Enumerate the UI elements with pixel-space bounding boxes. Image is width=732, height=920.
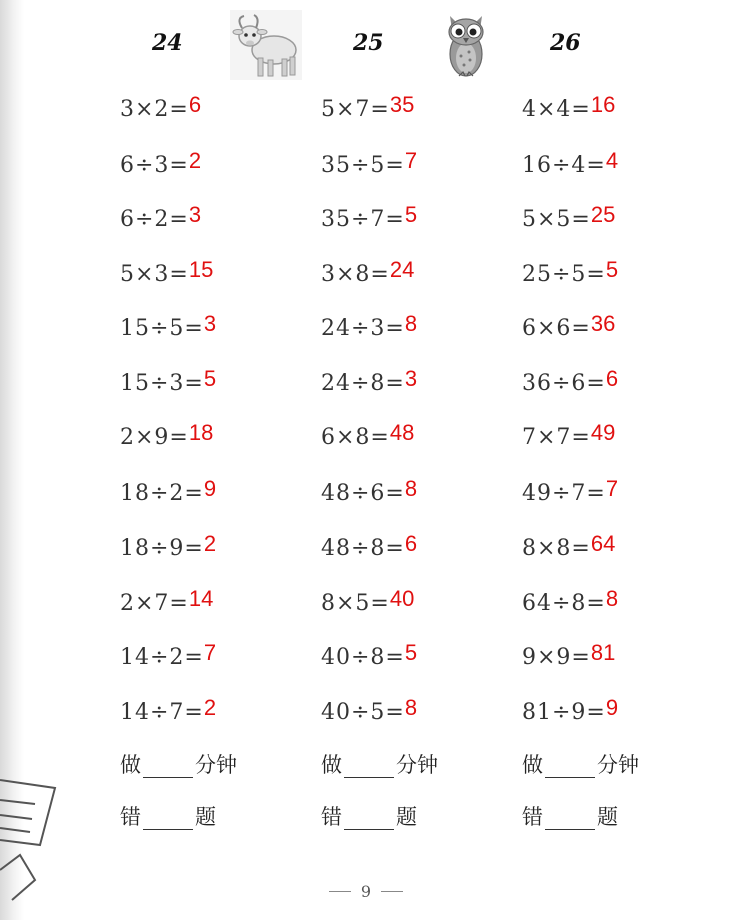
answer: 7 <box>203 640 217 665</box>
answer: 24 <box>389 257 415 282</box>
problem-row <box>120 693 216 723</box>
answer: 49 <box>590 420 616 445</box>
expression: 9×9= <box>522 645 591 670</box>
expression: 15÷5= <box>120 316 204 341</box>
problem-row <box>321 146 417 176</box>
error-tally <box>120 802 216 832</box>
problem-row <box>522 418 615 448</box>
answer: 5 <box>404 202 418 227</box>
error-tally <box>321 802 417 832</box>
problem-row <box>522 584 618 614</box>
answer: 15 <box>188 257 214 282</box>
answer: 6 <box>404 531 418 556</box>
expression: 35÷5= <box>321 153 405 178</box>
time-tally <box>321 750 438 780</box>
answer: 5 <box>203 366 217 391</box>
column-day-26 <box>522 0 722 920</box>
error-blank[interactable] <box>344 809 394 830</box>
answer: 3 <box>203 311 217 336</box>
error-label-post: 题 <box>396 805 417 829</box>
time-label-post: 分钟 <box>195 753 237 777</box>
answer: 14 <box>188 586 214 611</box>
problem-row <box>321 90 414 120</box>
expression: 4×4= <box>522 97 591 122</box>
error-label-pre: 错 <box>522 805 543 829</box>
answer: 5 <box>404 640 418 665</box>
answer: 81 <box>590 640 616 665</box>
expression: 2×7= <box>120 591 189 616</box>
problem-row <box>120 418 213 448</box>
time-blank[interactable] <box>344 757 394 778</box>
expression: 3×8= <box>321 262 390 287</box>
error-blank[interactable] <box>545 809 595 830</box>
problem-row <box>321 638 417 668</box>
expression: 48÷6= <box>321 481 405 506</box>
answer: 2 <box>203 531 217 556</box>
expression: 81÷9= <box>522 700 606 725</box>
problem-row <box>522 693 618 723</box>
error-blank[interactable] <box>143 809 193 830</box>
expression: 40÷8= <box>321 645 405 670</box>
time-label-pre: 做 <box>522 753 543 777</box>
page-number-text: 9 <box>360 882 372 901</box>
expression: 8×5= <box>321 591 390 616</box>
answer: 25 <box>590 202 616 227</box>
column-day-25 <box>321 0 521 920</box>
problem-row <box>522 200 615 230</box>
problem-row <box>120 584 213 614</box>
answer: 3 <box>404 366 418 391</box>
error-tally <box>522 802 618 832</box>
expression: 5×7= <box>321 97 390 122</box>
answer: 35 <box>389 92 415 117</box>
expression: 64÷8= <box>522 591 606 616</box>
expression: 14÷2= <box>120 645 204 670</box>
problem-row <box>120 200 201 230</box>
problem-row <box>522 90 615 120</box>
error-label-post: 题 <box>195 805 216 829</box>
answer: 2 <box>203 695 217 720</box>
expression: 49÷7= <box>522 481 606 506</box>
problem-row <box>120 529 216 559</box>
expression: 7×7= <box>522 425 591 450</box>
expression: 6÷2= <box>120 207 189 232</box>
error-label-post: 题 <box>597 805 618 829</box>
expression: 15÷3= <box>120 371 204 396</box>
problem-row <box>522 309 615 339</box>
page-number <box>0 882 732 901</box>
expression: 24÷3= <box>321 316 405 341</box>
problem-row <box>522 638 615 668</box>
expression: 14÷7= <box>120 700 204 725</box>
problem-row <box>321 693 417 723</box>
problem-row <box>522 474 618 504</box>
problem-row <box>120 255 213 285</box>
expression: 18÷9= <box>120 536 204 561</box>
expression: 24÷8= <box>321 371 405 396</box>
time-label-post: 分钟 <box>597 753 639 777</box>
answer: 6 <box>605 366 619 391</box>
problem-row <box>522 529 615 559</box>
day-number: 25 <box>353 30 384 56</box>
problem-row <box>120 638 216 668</box>
time-label-post: 分钟 <box>396 753 438 777</box>
answer: 8 <box>605 586 619 611</box>
time-tally <box>120 750 237 780</box>
answer: 7 <box>404 148 418 173</box>
answer: 48 <box>389 420 415 445</box>
time-blank[interactable] <box>143 757 193 778</box>
answer: 7 <box>605 476 619 501</box>
problem-row <box>120 474 216 504</box>
expression: 8×8= <box>522 536 591 561</box>
expression: 35÷7= <box>321 207 405 232</box>
problem-row <box>321 418 414 448</box>
problem-row <box>522 364 618 394</box>
problem-row <box>321 309 417 339</box>
answer: 8 <box>404 476 418 501</box>
answer: 4 <box>605 148 619 173</box>
problem-row <box>321 200 417 230</box>
answer: 9 <box>203 476 217 501</box>
problem-row <box>321 584 414 614</box>
problem-row <box>120 146 201 176</box>
day-number: 24 <box>152 30 183 56</box>
answer: 6 <box>188 92 202 117</box>
problem-row <box>321 474 417 504</box>
answer: 40 <box>389 586 415 611</box>
dash-left <box>329 891 351 892</box>
problem-row <box>120 364 216 394</box>
answer: 8 <box>404 311 418 336</box>
expression: 18÷2= <box>120 481 204 506</box>
expression: 2×9= <box>120 425 189 450</box>
answer: 18 <box>188 420 214 445</box>
problem-row <box>120 90 201 120</box>
answer: 2 <box>188 148 202 173</box>
time-label-pre: 做 <box>321 753 342 777</box>
answer: 9 <box>605 695 619 720</box>
time-label-pre: 做 <box>120 753 141 777</box>
expression: 36÷6= <box>522 371 606 396</box>
answer: 16 <box>590 92 616 117</box>
day-number: 26 <box>550 30 581 56</box>
answer: 64 <box>590 531 616 556</box>
problem-row <box>321 255 414 285</box>
error-label-pre: 错 <box>321 805 342 829</box>
expression: 25÷5= <box>522 262 606 287</box>
expression: 5×5= <box>522 207 591 232</box>
time-tally <box>522 750 639 780</box>
dash-right <box>381 891 403 892</box>
expression: 16÷4= <box>522 153 606 178</box>
problem-row <box>321 529 417 559</box>
problem-row <box>321 364 417 394</box>
goat-icon <box>230 10 302 80</box>
expression: 6÷3= <box>120 153 189 178</box>
expression: 40÷5= <box>321 700 405 725</box>
expression: 6×6= <box>522 316 591 341</box>
problem-row <box>522 146 618 176</box>
owl-icon <box>444 10 488 80</box>
answer: 36 <box>590 311 616 336</box>
column-day-24 <box>120 0 320 920</box>
error-label-pre: 错 <box>120 805 141 829</box>
expression: 5×3= <box>120 262 189 287</box>
problem-row <box>120 309 216 339</box>
answer: 3 <box>188 202 202 227</box>
answer: 5 <box>605 257 619 282</box>
time-blank[interactable] <box>545 757 595 778</box>
expression: 48÷8= <box>321 536 405 561</box>
answer: 8 <box>404 695 418 720</box>
expression: 6×8= <box>321 425 390 450</box>
problem-row <box>522 255 618 285</box>
expression: 3×2= <box>120 97 189 122</box>
